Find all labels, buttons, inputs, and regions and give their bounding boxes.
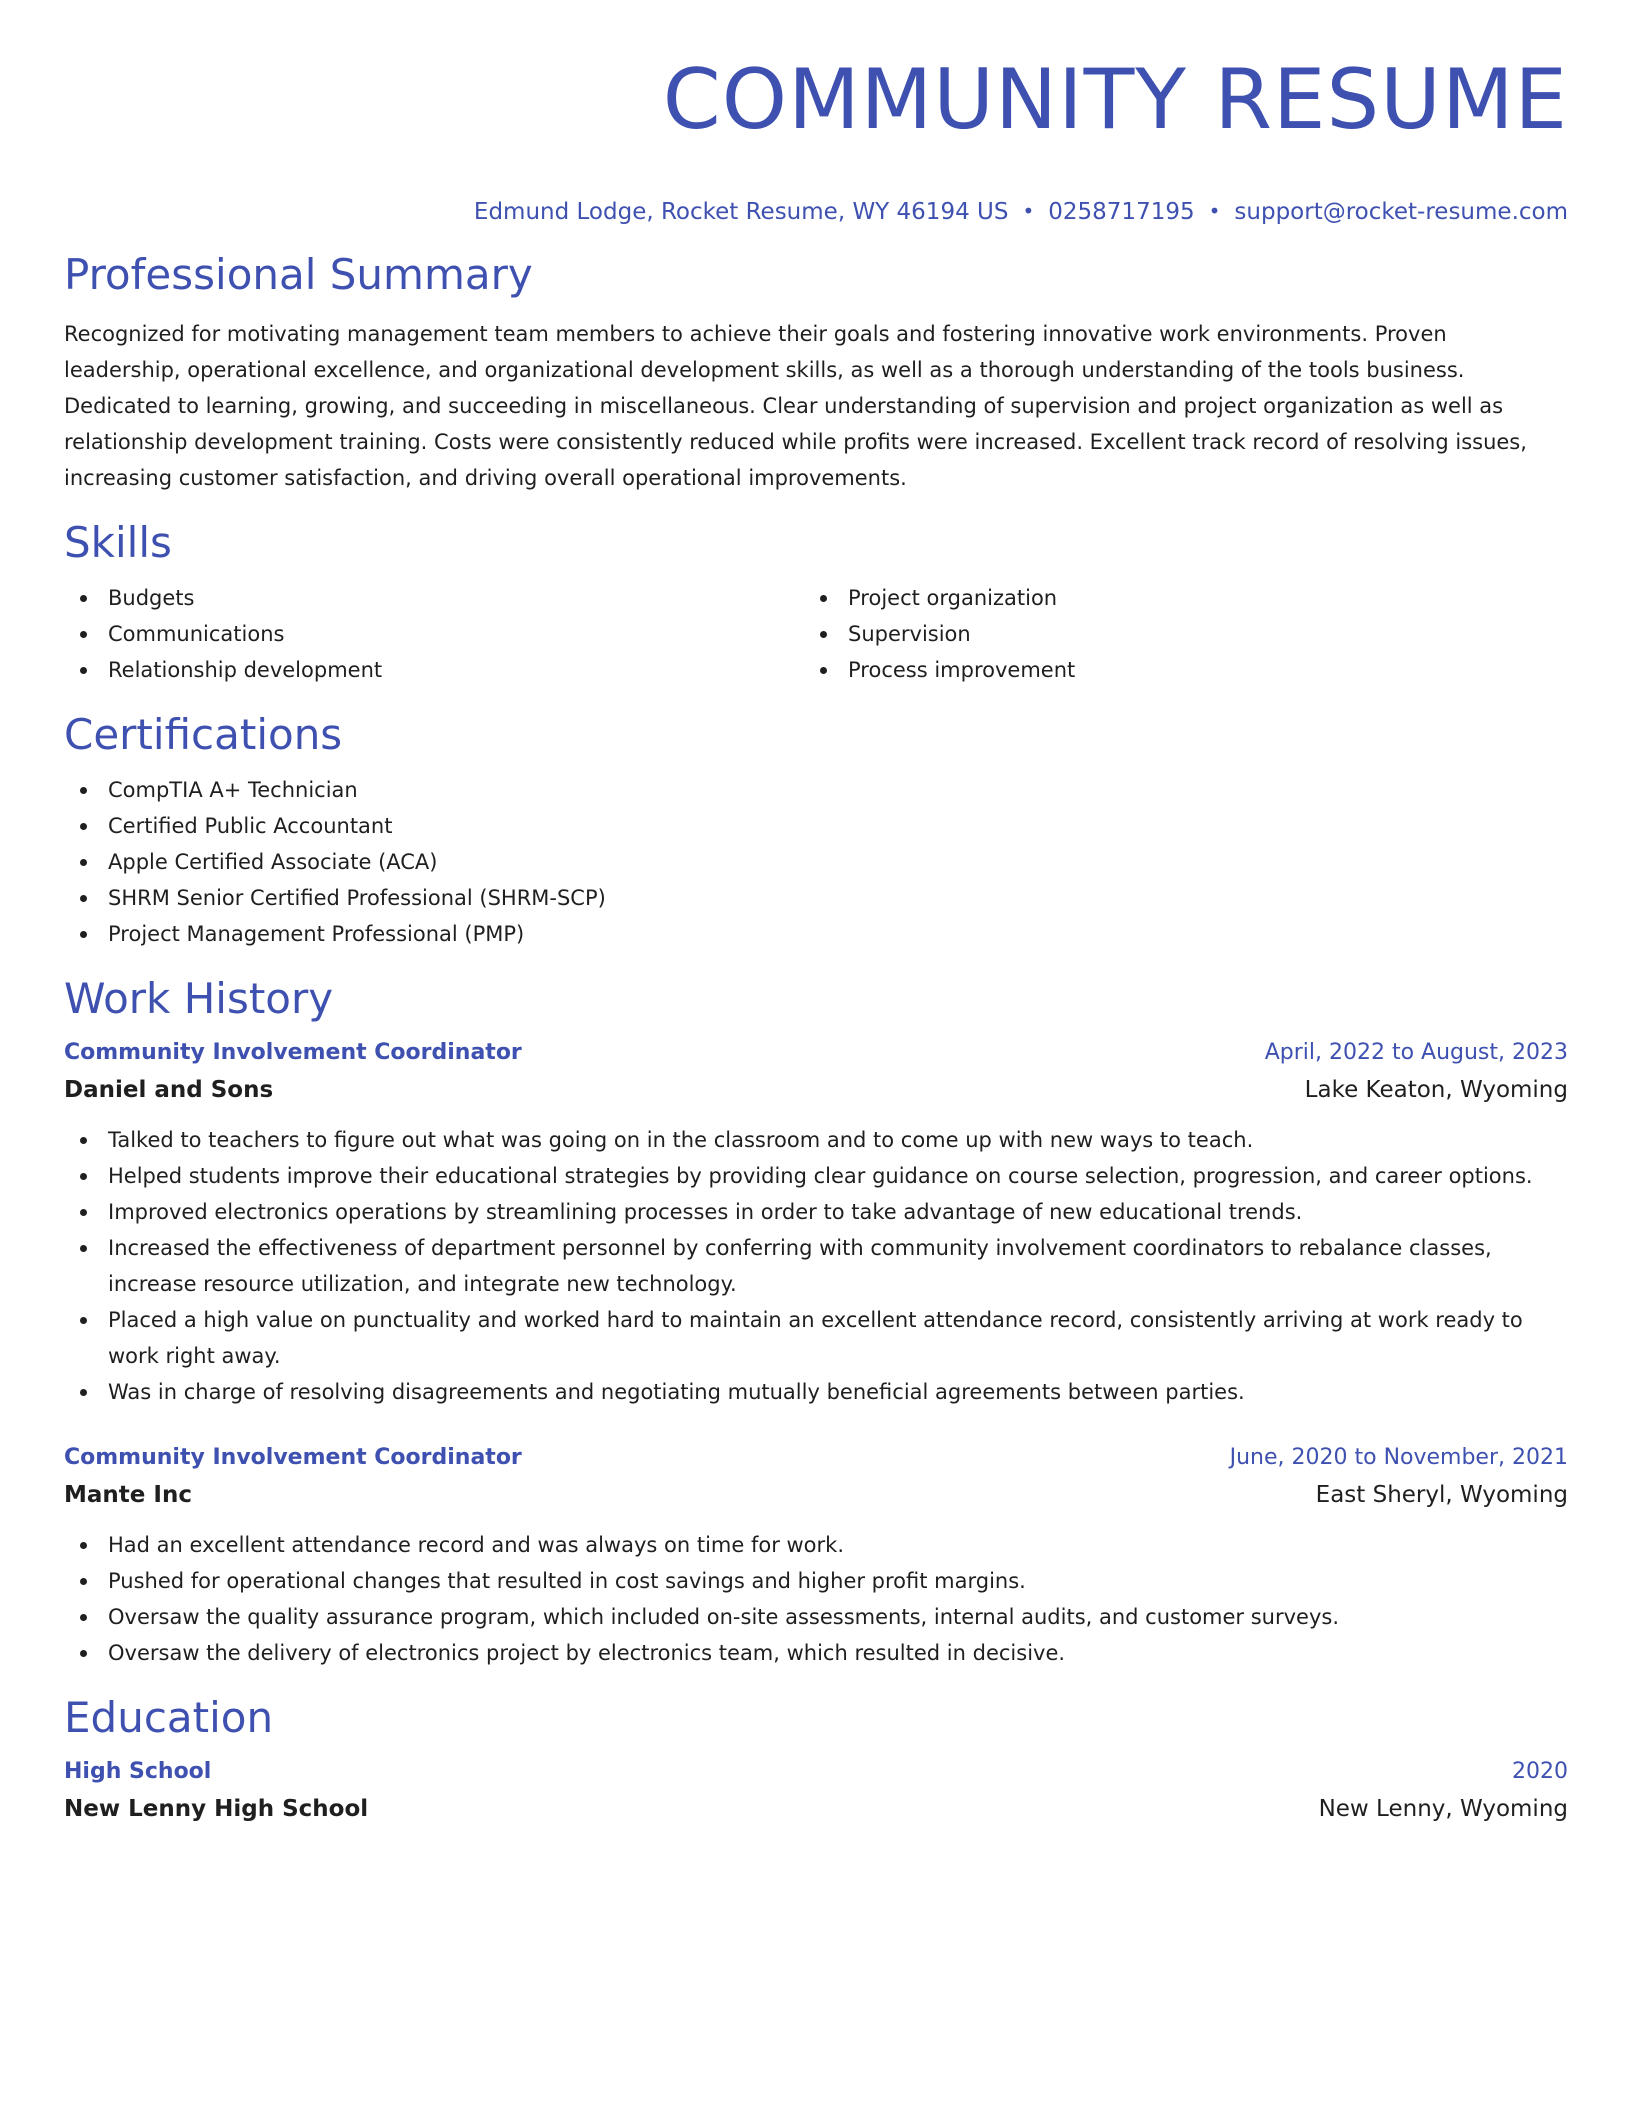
education-location: New Lenny, Wyoming <box>1318 1796 1568 1822</box>
job-company-row <box>64 1071 1568 1109</box>
job-duty-item: Helped students improve their educational strategies by providing clear guidance on course selection, progression, and career options. <box>64 1158 1568 1194</box>
job-dates: June, 2020 to November, 2021 <box>1229 1445 1568 1470</box>
education-section <box>64 1693 1568 1828</box>
certification-item: SHRM Senior Certified Professional (SHRM-SCP) <box>64 880 1568 916</box>
separator-dot-icon: • <box>1208 199 1221 223</box>
skills-list-left <box>64 580 804 688</box>
skill-item: Supervision <box>804 616 1544 652</box>
education-year: 2020 <box>1512 1759 1568 1784</box>
job-duty-item: Increased the effectiveness of department personnel by conferring with community involvement coordinators to rebalance classes, increase resource utilization, and integrate new technology. <box>64 1230 1568 1302</box>
section-heading-skills: Skills <box>64 518 172 567</box>
job-duty-item: Had an excellent attendance record and was always on time for work. <box>64 1527 1568 1563</box>
job-company: Daniel and Sons <box>64 1077 274 1103</box>
skill-item: Relationship development <box>64 652 804 688</box>
certifications-section <box>64 710 1568 952</box>
job-location: East Sheryl, Wyoming <box>1315 1482 1568 1508</box>
certification-item: Certified Public Accountant <box>64 808 1568 844</box>
section-heading-summary: Professional Summary <box>64 250 533 299</box>
work-history-section <box>64 974 1568 1671</box>
job-header-row <box>64 1035 1568 1071</box>
job-duty-item: Pushed for operational changes that resulted in cost savings and higher profit margins. <box>64 1563 1568 1599</box>
job-title: Community Involvement Coordinator <box>64 1445 522 1470</box>
job-duty-item: Oversaw the quality assurance program, which included on-site assessments, internal audits, and customer surveys. <box>64 1599 1568 1635</box>
contact-phone: 0258717195 <box>1048 199 1195 225</box>
education-entry <box>64 1754 1568 1828</box>
job-company: Mante Inc <box>64 1482 192 1508</box>
certification-item: Project Management Professional (PMP) <box>64 916 1568 952</box>
certification-item: CompTIA A+ Technician <box>64 772 1568 808</box>
section-heading-education: Education <box>64 1693 274 1742</box>
skills-section <box>64 518 1568 688</box>
job-dates: April, 2022 to August, 2023 <box>1264 1040 1568 1065</box>
contact-address: Edmund Lodge, Rocket Resume, WY 46194 US <box>473 199 1009 225</box>
job-duty-item: Talked to teachers to figure out what was going on in the classroom and to come up with new ways to teach. <box>64 1122 1568 1158</box>
job-entry <box>64 1440 1568 1671</box>
summary-text: Recognized for motivating management team members to achieve their goals and fostering innovative work environments. Proven leadership, operational excellence, and organizational development skills, as well as a thorough understanding of the tools business. Dedicated to learning, growing, and succeeding in miscellaneous. Clear understanding of supervision and project organization as well as relationship development training. Costs were consistently reduced while profits were increased. Excellent track record of resolving issues, increasing customer satisfaction, and driving overall operational improvements. <box>64 322 1527 490</box>
certification-item: Apple Certified Associate (ACA) <box>64 844 1568 880</box>
job-company-row <box>64 1476 1568 1514</box>
summary-section <box>64 250 1568 496</box>
skill-item: Project organization <box>804 580 1544 616</box>
skills-grid <box>64 580 1568 688</box>
education-school: New Lenny High School <box>64 1796 369 1822</box>
education-degree: High School <box>64 1759 212 1784</box>
certifications-list <box>64 772 1568 952</box>
job-duty-item: Improved electronics operations by streamlining processes in order to take advantage of new educational trends. <box>64 1194 1568 1230</box>
job-duties-list <box>64 1122 1568 1410</box>
resume-title: COMMUNITY RESUME <box>662 51 1568 148</box>
job-location: Lake Keaton, Wyoming <box>1304 1077 1568 1103</box>
skill-item: Process improvement <box>804 652 1544 688</box>
job-duty-item: Oversaw the delivery of electronics project by electronics team, which resulted in decisive. <box>64 1635 1568 1671</box>
skills-list-right <box>804 580 1544 688</box>
job-duty-item: Was in charge of resolving disagreements and negotiating mutually beneficial agreements between parties. <box>64 1374 1568 1410</box>
separator-dot-icon: • <box>1022 199 1035 223</box>
job-title: Community Involvement Coordinator <box>64 1040 522 1065</box>
resume-header <box>64 50 1568 227</box>
contact-email: support@rocket-resume.com <box>1234 199 1568 225</box>
skill-item: Budgets <box>64 580 804 616</box>
skill-item: Communications <box>64 616 804 652</box>
education-school-row <box>64 1790 1568 1828</box>
education-header-row <box>64 1754 1568 1790</box>
section-heading-work-history: Work History <box>64 974 334 1023</box>
contact-line <box>64 196 1568 227</box>
job-header-row <box>64 1440 1568 1476</box>
job-duties-list <box>64 1527 1568 1671</box>
job-entry <box>64 1035 1568 1410</box>
job-duty-item: Placed a high value on punctuality and worked hard to maintain an excellent attendance record, consistently arriving at work ready to work right away. <box>64 1302 1568 1374</box>
section-heading-certifications: Certifications <box>64 710 343 759</box>
